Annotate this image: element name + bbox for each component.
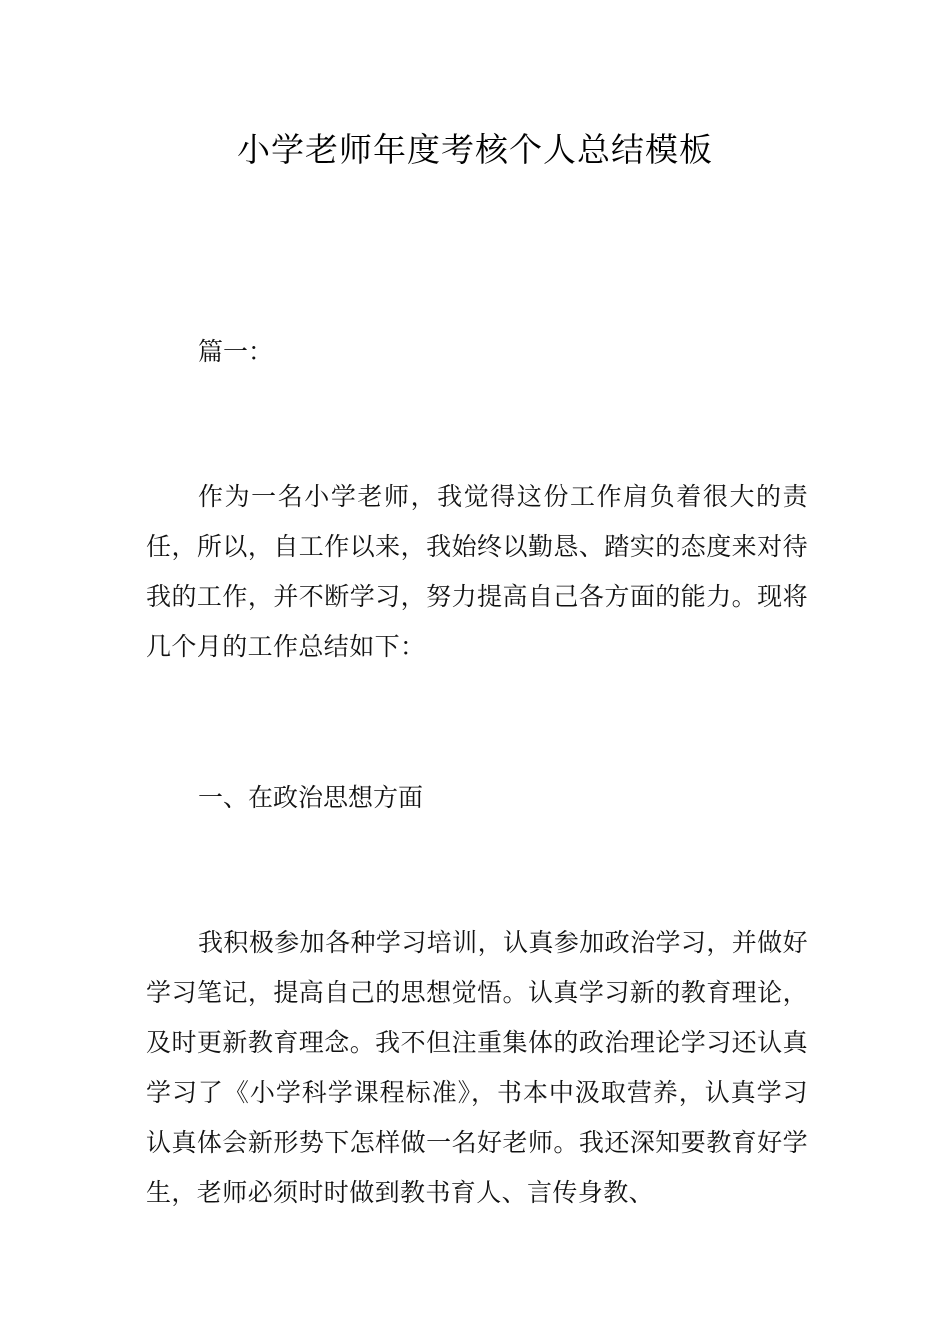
section-heading-politics: 一、在政治思想方面 (198, 783, 424, 812)
document-title: 小学老师年度考核个人总结模板 (237, 130, 713, 169)
body-paragraph: 我积极参加各种学习培训，认真参加政治学习，并做好学习笔记，提高自己的思想觉悟。认真学习新的教育理论，及时更新教育理念。我不但注重集体的政治理论学习还认真学习了《小学科学课程标准》，书本中汲取营养，认真学习认真体会新形势下怎样做一名好老师。我还深知要教育好学生，老师必须时时做到教书育人、言传身教、 (146, 928, 808, 1207)
section-label: 篇一： (198, 337, 274, 366)
intro-paragraph: 作为一名小学老师，我觉得这份工作肩负着很大的责任，所以，自工作以来，我始终以勤恳、踏实的态度来对待我的工作，并不断学习，努力提高自己各方面的能力。现将几个月的工作总结如下： (146, 482, 808, 661)
